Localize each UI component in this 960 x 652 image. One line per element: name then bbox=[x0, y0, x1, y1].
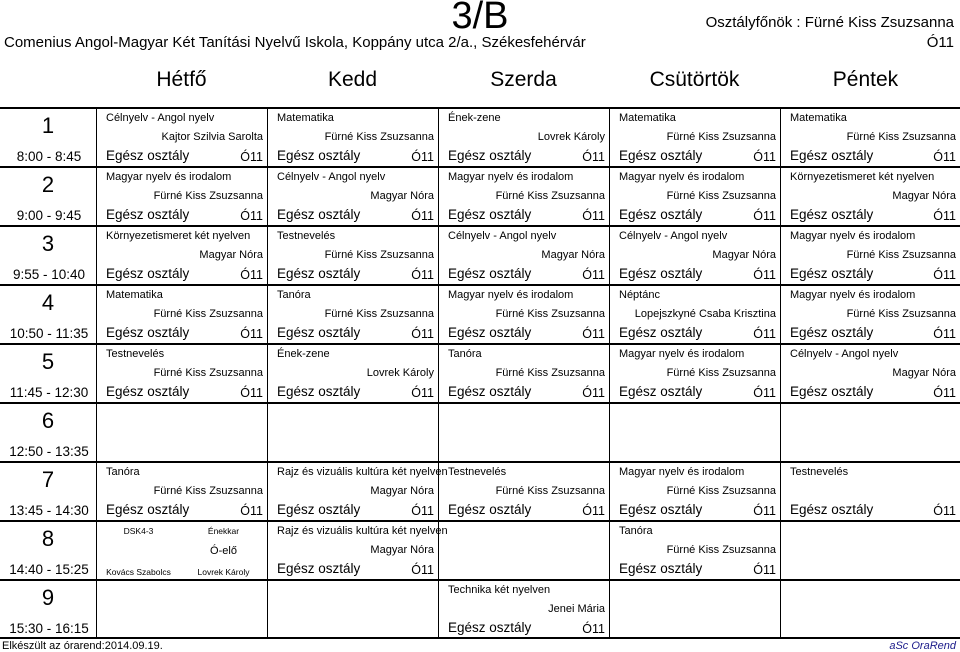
lesson-group: Egész osztály bbox=[619, 502, 703, 517]
period-number: 7 bbox=[41, 467, 55, 492]
lesson-teacher: Fürné Kiss Zsuzsanna bbox=[846, 249, 956, 261]
lesson-room: Ó11 bbox=[753, 504, 776, 518]
split-right-room: Ó-elő bbox=[210, 545, 237, 557]
period-time: 15:30 - 16:15 bbox=[9, 621, 89, 636]
column-divider bbox=[267, 108, 268, 638]
lesson-teacher: Fürné Kiss Zsuzsanna bbox=[666, 485, 776, 497]
lesson-subject: Környezetismeret két nyelven bbox=[106, 230, 251, 242]
day-header-0: Hétfő bbox=[156, 68, 207, 91]
row-divider bbox=[0, 520, 960, 522]
lesson-room: Ó11 bbox=[411, 563, 434, 577]
lesson-teacher: Magyar Nóra bbox=[370, 485, 434, 497]
row-divider bbox=[0, 284, 960, 286]
lesson-subject: Magyar nyelv és irodalom bbox=[106, 171, 232, 183]
lesson-teacher: Magyar Nóra bbox=[199, 249, 263, 261]
column-divider bbox=[780, 108, 781, 638]
lesson-room: Ó11 bbox=[411, 209, 434, 223]
lesson-group: Egész osztály bbox=[277, 502, 361, 517]
class-title: 3/B bbox=[451, 0, 509, 37]
school-name: Comenius Angol-Magyar Két Tanítási Nyelvű Iskola, Koppány utca 2/a., Székesfehérvár bbox=[4, 34, 586, 51]
lesson-group: Egész osztály bbox=[619, 325, 703, 340]
row-divider bbox=[0, 461, 960, 463]
lesson-group: Egész osztály bbox=[790, 148, 874, 163]
period-number: 5 bbox=[41, 349, 55, 374]
lesson-subject: Technika két nyelven bbox=[448, 584, 551, 596]
lesson-teacher: Fürné Kiss Zsuzsanna bbox=[153, 485, 263, 497]
lesson-teacher: Fürné Kiss Zsuzsanna bbox=[153, 190, 263, 202]
lesson-subject: Rajz és vizuális kultúra két nyelven bbox=[277, 466, 448, 478]
period-number: 1 bbox=[41, 113, 55, 138]
lesson-group: Egész osztály bbox=[619, 207, 703, 222]
lesson-teacher: Magyar Nóra bbox=[370, 544, 434, 556]
column-divider bbox=[609, 108, 610, 638]
period-time: 11:45 - 12:30 bbox=[9, 385, 89, 400]
lesson-subject: Rajz és vizuális kultúra két nyelven bbox=[277, 525, 448, 537]
lesson-subject: Matematika bbox=[106, 289, 163, 301]
period-time: 10:50 - 11:35 bbox=[9, 326, 89, 341]
lesson-teacher: Fürné Kiss Zsuzsanna bbox=[153, 308, 263, 320]
lesson-group: Egész osztály bbox=[448, 325, 532, 340]
lesson-group: Egész osztály bbox=[448, 620, 532, 635]
lesson-group: Egész osztály bbox=[106, 325, 190, 340]
lesson-group: Egész osztály bbox=[790, 325, 874, 340]
lesson-group: Egész osztály bbox=[619, 266, 703, 281]
lesson-subject: Ének-zene bbox=[277, 348, 330, 360]
lesson-group: Egész osztály bbox=[277, 384, 361, 399]
row-divider bbox=[0, 225, 960, 227]
lesson-subject: Célnyelv - Angol nyelv bbox=[277, 171, 386, 183]
lesson-subject: Tanóra bbox=[277, 289, 311, 301]
lesson-room: Ó11 bbox=[240, 327, 263, 341]
lesson-room: Ó11 bbox=[753, 209, 776, 223]
lesson-room: Ó11 bbox=[582, 209, 605, 223]
lesson-group: Egész osztály bbox=[106, 207, 190, 222]
period-number: 2 bbox=[41, 172, 55, 197]
lesson-teacher: Fürné Kiss Zsuzsanna bbox=[495, 190, 605, 202]
lesson-teacher: Lovrek Károly bbox=[537, 131, 605, 143]
lesson-group: Egész osztály bbox=[619, 148, 703, 163]
split-left-teacher: Kovács Szabolcs bbox=[106, 567, 171, 577]
lesson-group: Egész osztály bbox=[790, 384, 874, 399]
lesson-room: Ó11 bbox=[411, 386, 434, 400]
lesson-group: Egész osztály bbox=[790, 502, 874, 517]
lesson-room: Ó11 bbox=[411, 504, 434, 518]
lesson-teacher: Magyar Nóra bbox=[370, 190, 434, 202]
lesson-group: Egész osztály bbox=[448, 266, 532, 281]
lesson-subject: Környezetismeret két nyelven bbox=[790, 171, 935, 183]
lesson-group: Egész osztály bbox=[106, 148, 190, 163]
split-right-subject: Énekkar bbox=[207, 526, 240, 536]
period-time: 12:50 - 13:35 bbox=[9, 444, 89, 459]
lesson-room: Ó11 bbox=[582, 622, 605, 636]
lesson-room: Ó11 bbox=[753, 563, 776, 577]
lesson-room: Ó11 bbox=[582, 268, 605, 282]
period-number: 4 bbox=[41, 290, 55, 315]
lesson-group: Egész osztály bbox=[106, 384, 190, 399]
period-time: 9:55 - 10:40 bbox=[12, 267, 86, 282]
lesson-room: Ó11 bbox=[411, 150, 434, 164]
lesson-group: Egész osztály bbox=[277, 561, 361, 576]
lesson-group: Egész osztály bbox=[619, 384, 703, 399]
period-number: 3 bbox=[41, 231, 55, 256]
lesson-subject: Magyar nyelv és irodalom bbox=[448, 171, 574, 183]
lesson-teacher: Fürné Kiss Zsuzsanna bbox=[153, 367, 263, 379]
day-header-1: Kedd bbox=[327, 68, 378, 91]
lesson-group: Egész osztály bbox=[106, 502, 190, 517]
lesson-teacher: Fürné Kiss Zsuzsanna bbox=[324, 131, 434, 143]
lesson-room: Ó11 bbox=[933, 386, 956, 400]
split-right-teacher: Lovrek Károly bbox=[197, 567, 250, 577]
lesson-room: Ó11 bbox=[582, 504, 605, 518]
row-divider bbox=[0, 579, 960, 581]
lesson-teacher: Fürné Kiss Zsuzsanna bbox=[495, 308, 605, 320]
lesson-teacher: Fürné Kiss Zsuzsanna bbox=[846, 131, 956, 143]
lesson-room: Ó11 bbox=[933, 504, 956, 518]
lesson-subject: Testnevelés bbox=[106, 348, 165, 360]
brand-label: aSc OraRend bbox=[889, 640, 956, 652]
lesson-subject: Magyar nyelv és irodalom bbox=[619, 348, 745, 360]
lesson-group: Egész osztály bbox=[106, 266, 190, 281]
row-divider bbox=[0, 402, 960, 404]
lesson-teacher: Magyar Nóra bbox=[892, 367, 956, 379]
lesson-subject: Célnyelv - Angol nyelv bbox=[448, 230, 557, 242]
generated-date: Elkészült az órarend:2014.09.19. bbox=[2, 640, 163, 652]
period-time: 9:00 - 9:45 bbox=[16, 208, 82, 223]
lesson-room: Ó11 bbox=[411, 327, 434, 341]
day-header-3: Csütörtök bbox=[649, 68, 740, 91]
lesson-group: Egész osztály bbox=[790, 207, 874, 222]
lesson-room: Ó11 bbox=[582, 386, 605, 400]
lesson-group: Egész osztály bbox=[277, 148, 361, 163]
lesson-subject: Magyar nyelv és irodalom bbox=[790, 289, 916, 301]
lesson-subject: Magyar nyelv és irodalom bbox=[619, 171, 745, 183]
lesson-subject: Magyar nyelv és irodalom bbox=[448, 289, 574, 301]
lesson-group: Egész osztály bbox=[277, 325, 361, 340]
lesson-room: Ó11 bbox=[240, 150, 263, 164]
lesson-room: Ó11 bbox=[582, 327, 605, 341]
lesson-group: Egész osztály bbox=[619, 561, 703, 576]
head-teacher: Osztályfőnök : Fürné Kiss Zsuzsanna bbox=[705, 14, 954, 31]
lesson-subject: Célnyelv - Angol nyelv bbox=[106, 112, 215, 124]
lesson-subject: Tanóra bbox=[106, 466, 140, 478]
lesson-teacher: Fürné Kiss Zsuzsanna bbox=[666, 190, 776, 202]
row-divider bbox=[0, 166, 960, 168]
lesson-subject: Testnevelés bbox=[448, 466, 507, 478]
lesson-room: Ó11 bbox=[582, 150, 605, 164]
lesson-teacher: Fürné Kiss Zsuzsanna bbox=[324, 249, 434, 261]
lesson-room: Ó11 bbox=[240, 386, 263, 400]
period-time: 14:40 - 15:25 bbox=[9, 562, 89, 577]
column-divider bbox=[438, 108, 439, 638]
lesson-group: Egész osztály bbox=[790, 266, 874, 281]
lesson-group: Egész osztály bbox=[277, 207, 361, 222]
lesson-subject: Tanóra bbox=[448, 348, 482, 360]
lesson-teacher: Fürné Kiss Zsuzsanna bbox=[666, 131, 776, 143]
period-time: 13:45 - 14:30 bbox=[9, 503, 89, 518]
lesson-teacher: Fürné Kiss Zsuzsanna bbox=[495, 367, 605, 379]
lesson-teacher: Fürné Kiss Zsuzsanna bbox=[666, 544, 776, 556]
lesson-group: Egész osztály bbox=[448, 207, 532, 222]
lesson-subject: Néptánc bbox=[619, 289, 660, 301]
lesson-room: Ó11 bbox=[933, 327, 956, 341]
lesson-teacher: Magyar Nóra bbox=[541, 249, 605, 261]
lesson-teacher: Fürné Kiss Zsuzsanna bbox=[666, 367, 776, 379]
day-header-4: Péntek bbox=[832, 68, 899, 91]
lesson-group: Egész osztály bbox=[448, 148, 532, 163]
lesson-teacher: Lopejszkyné Csaba Krisztina bbox=[634, 308, 776, 320]
lesson-group: Egész osztály bbox=[277, 266, 361, 281]
lesson-room: Ó11 bbox=[240, 209, 263, 223]
period-time: 8:00 - 8:45 bbox=[16, 149, 82, 164]
lesson-subject: Ének-zene bbox=[448, 112, 501, 124]
lesson-room: Ó11 bbox=[753, 268, 776, 282]
lesson-teacher: Fürné Kiss Zsuzsanna bbox=[324, 308, 434, 320]
period-number: 8 bbox=[41, 526, 55, 551]
lesson-subject: Matematika bbox=[790, 112, 847, 124]
lesson-teacher: Fürné Kiss Zsuzsanna bbox=[495, 485, 605, 497]
lesson-room: Ó11 bbox=[240, 504, 263, 518]
lesson-subject: Matematika bbox=[619, 112, 676, 124]
home-room: Ó11 bbox=[926, 34, 954, 51]
row-divider bbox=[0, 343, 960, 345]
lesson-subject: Testnevelés bbox=[790, 466, 849, 478]
lesson-teacher: Magyar Nóra bbox=[712, 249, 776, 261]
lesson-teacher: Magyar Nóra bbox=[892, 190, 956, 202]
lesson-room: Ó11 bbox=[933, 209, 956, 223]
period-number: 6 bbox=[41, 408, 55, 433]
lesson-teacher: Lovrek Károly bbox=[366, 367, 434, 379]
lesson-subject: Célnyelv - Angol nyelv bbox=[790, 348, 899, 360]
lesson-room: Ó11 bbox=[753, 386, 776, 400]
lesson-subject: Célnyelv - Angol nyelv bbox=[619, 230, 728, 242]
split-left-subject: DSK4-3 bbox=[123, 526, 154, 536]
lesson-subject: Tanóra bbox=[619, 525, 653, 537]
lesson-room: Ó11 bbox=[753, 327, 776, 341]
lesson-room: Ó11 bbox=[933, 150, 956, 164]
lesson-group: Egész osztály bbox=[448, 384, 532, 399]
lesson-room: Ó11 bbox=[933, 268, 956, 282]
day-header-2: Szerda bbox=[490, 68, 557, 91]
period-number: 9 bbox=[41, 585, 55, 610]
lesson-subject: Testnevelés bbox=[277, 230, 336, 242]
lesson-subject: Matematika bbox=[277, 112, 334, 124]
lesson-room: Ó11 bbox=[753, 150, 776, 164]
lesson-teacher: Fürné Kiss Zsuzsanna bbox=[846, 308, 956, 320]
lesson-teacher: Jenei Mária bbox=[548, 603, 605, 615]
row-divider bbox=[0, 637, 960, 639]
lesson-teacher: Kajtor Szilvia Sarolta bbox=[161, 131, 263, 143]
column-divider bbox=[96, 108, 97, 638]
lesson-subject: Magyar nyelv és irodalom bbox=[619, 466, 745, 478]
row-divider bbox=[0, 107, 960, 109]
lesson-room: Ó11 bbox=[240, 268, 263, 282]
lesson-subject: Magyar nyelv és irodalom bbox=[790, 230, 916, 242]
lesson-group: Egész osztály bbox=[448, 502, 532, 517]
lesson-room: Ó11 bbox=[411, 268, 434, 282]
